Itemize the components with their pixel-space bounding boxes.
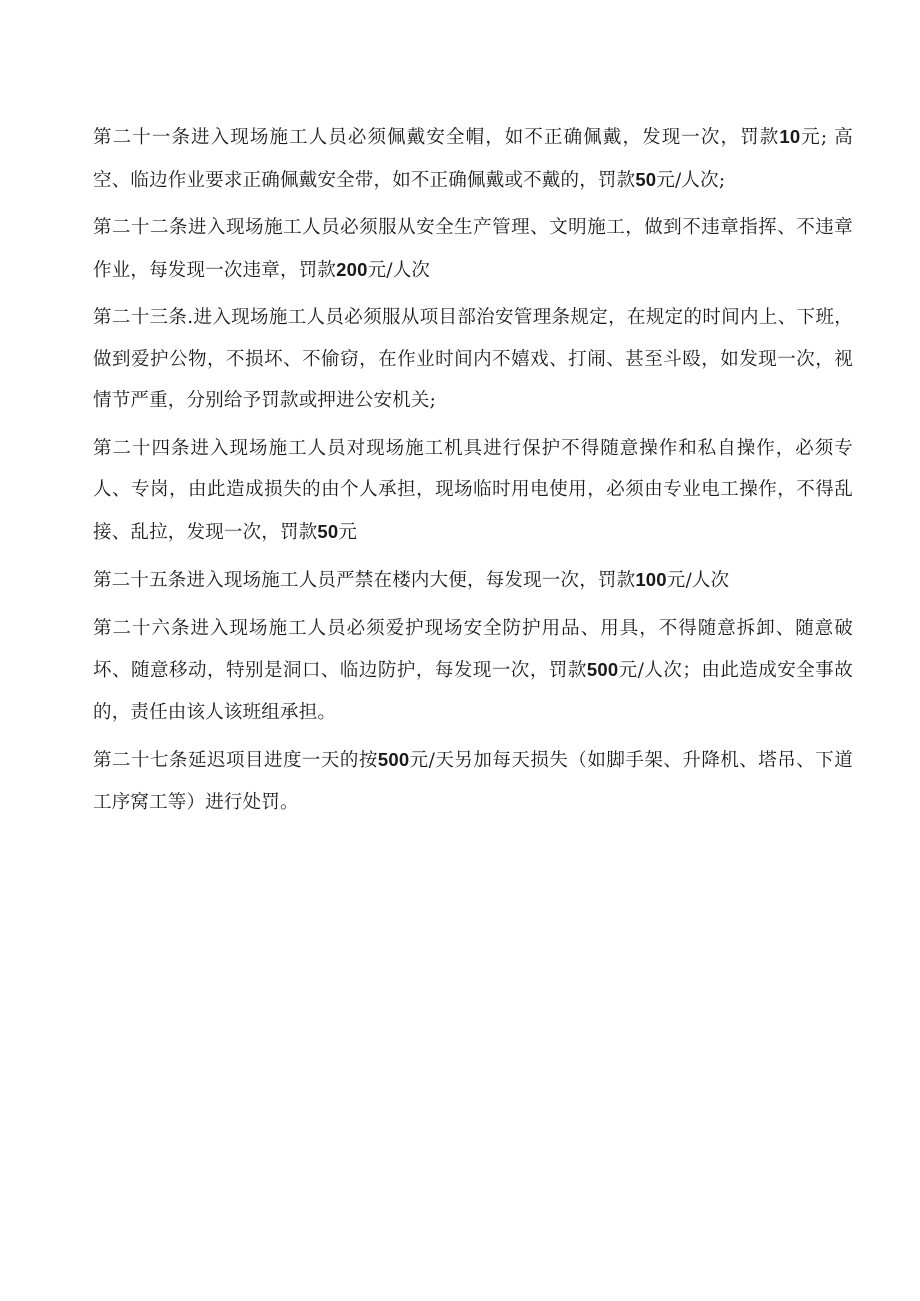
article-25 [93, 559, 853, 602]
article-text: 第二十五条进入现场施工人员严禁在楼内大便，每发现一次，罚款 [93, 570, 636, 591]
article-text: 元/天另加每天损失（如脚手架、升降机、塔吊、下道工序窝工等）进行处罚。 [93, 750, 853, 813]
fine-amount: 500 [586, 659, 619, 680]
fine-amount: 50 [635, 168, 657, 190]
fine-amount: 100 [635, 569, 667, 590]
article-26 [93, 608, 853, 734]
article-text: 第二十三条.进入现场施工人员必须服从项目部治安管理条规定，在规定的时间内上、下班，做到爱护公物，不损坏、不偷窃，在作业时间内不嬉戏、打闹、甚至斗殴，如发现一次，视情节严重，分别给予罚款或押进公安机关; [93, 307, 853, 411]
article-22 [93, 207, 853, 291]
article-text: 元/人次 [666, 570, 730, 591]
article-text: 第二十二条进入现场施工人员必须服从安全生产管理、文明施工，做到不违章指挥、不违章作业，每发现一次违章，罚款 [93, 217, 853, 281]
fine-amount: 500 [377, 749, 410, 770]
fine-amount: 50 [317, 520, 339, 542]
article-text: 元/人次；由此造成安全事故的，责任由该人该班组承担。 [93, 660, 853, 723]
article-text: 第二十六条进入现场施工人员必须爱护现场安全防护用品、用具，不得随意拆卸、随意破坏、随意移动，特别是洞口、临边防护，每发现一次，罚款 [93, 617, 853, 681]
article-27 [93, 739, 853, 823]
article-23 [93, 297, 853, 422]
fine-amount: 200 [336, 258, 368, 280]
article-text: 第二十一条进入现场施工人员必须佩戴安全帽，如不正确佩戴，发现一次，罚款 [93, 127, 780, 148]
article-text: 第二十四条进入现场施工人员对现场施工机具进行保护不得随意操作和私自操作，必须专人、专岗，由此造成损失的由个人承担，现场临时用电使用，必须由专业电工操作，不得乱接、乱拉，发现一次，罚款 [93, 437, 853, 543]
article-text: 元/人次 [367, 259, 431, 281]
article-text: 元 [338, 521, 358, 543]
article-text: 第二十七条延迟项目进度一天的按 [93, 750, 378, 771]
article-text: 元/人次; [656, 169, 726, 191]
article-text: 元; 高空、临边作业要求正确佩戴安全带，如不正确佩戴或不戴的，罚款 [93, 127, 853, 191]
fine-amount: 10 [779, 126, 801, 147]
article-21 [93, 116, 853, 201]
document-body [93, 116, 853, 829]
article-24 [93, 428, 853, 554]
